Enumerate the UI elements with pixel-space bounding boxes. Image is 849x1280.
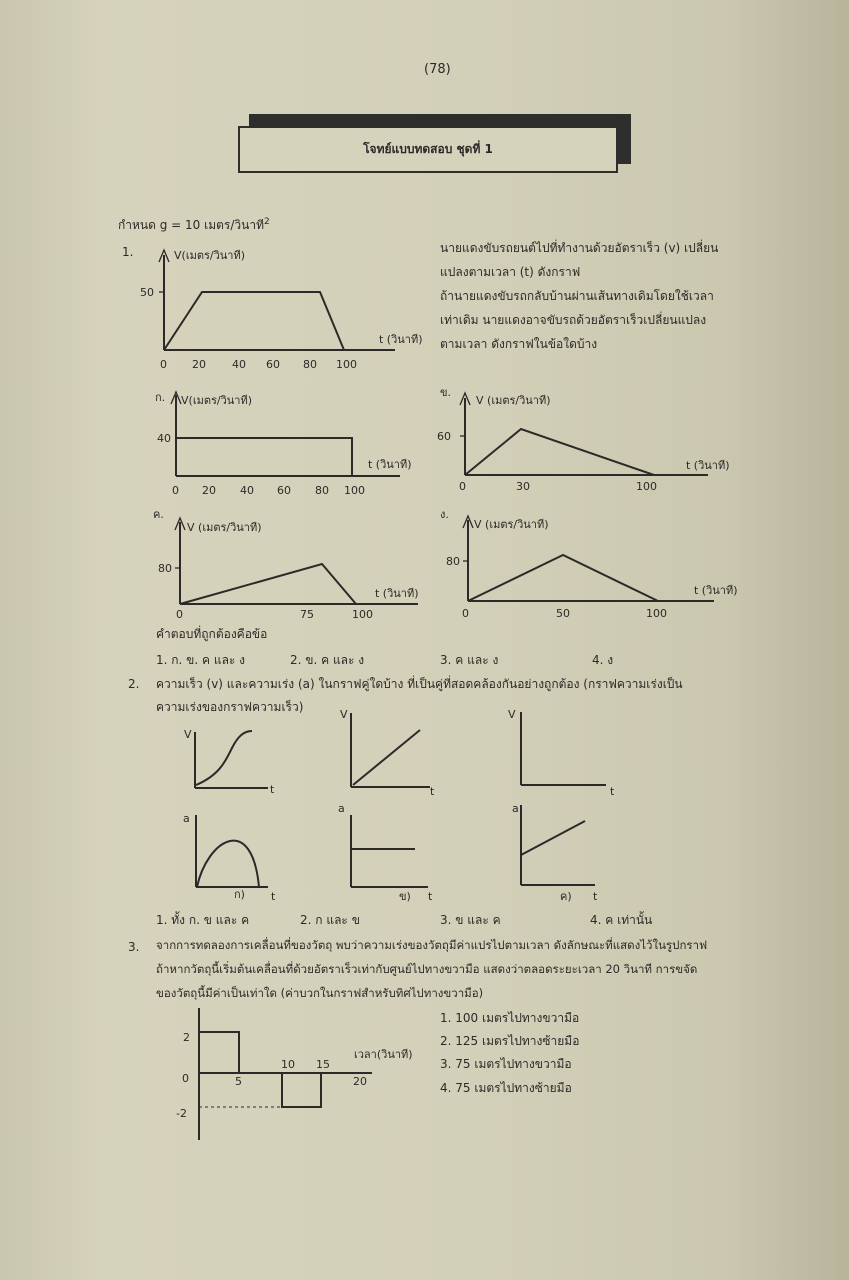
q3-choice-1: 1. 100 เมตรไปทางขวามือ — [440, 1011, 580, 1025]
main-graph-x-tick: 0 — [160, 358, 167, 371]
q1-graph-a — [155, 391, 412, 497]
graph-c-y-tick: 80 — [158, 562, 172, 575]
main-graph-x-tick: 20 — [192, 358, 206, 371]
q2-a-line-3 — [521, 821, 585, 855]
q1-choice-4: 4. ง — [592, 653, 614, 667]
q2-acceleration-graphs — [183, 802, 598, 903]
graph-label: 15 — [316, 1058, 330, 1071]
graph-label: 0 — [176, 608, 183, 621]
main-graph-y-tick-label: 50 — [140, 286, 154, 299]
graph-a-xlabel: t (วินาที) — [368, 458, 412, 471]
graph-label: 0 — [182, 1072, 189, 1085]
graph-b-xlabel: t (วินาที) — [686, 459, 730, 472]
q2-choice-3: 3. ข และ ค — [440, 913, 501, 927]
graph-d-label: ง. — [440, 508, 449, 521]
q1-text-line: เท่าเดิม นายแดงอาจขับรถด้วยอัตราเร็วเปลี่ยนแปลง — [440, 313, 707, 327]
q3-choice-3: 3. 75 เมตรไปทางขวามือ — [440, 1057, 572, 1071]
graph-label: 20 — [353, 1075, 367, 1088]
q1-graph-d — [440, 508, 738, 620]
graph-label: -2 — [176, 1107, 187, 1120]
q2-v-line-2 — [353, 730, 420, 785]
q1-text-line: ถ้านายแดงขับรถกลับบ้านผ่านเส้นทางเดิมโดยใช้เวลา — [440, 289, 714, 303]
graph-d-xlabel: t (วินาที) — [694, 584, 738, 597]
q3-choice-2: 2. 125 เมตรไปทางซ้ายมือ — [440, 1034, 580, 1048]
graph-label: 75 — [300, 608, 314, 621]
graph-d-ylabel: V (เมตร/วินาที) — [474, 518, 549, 531]
graph-label: a — [183, 812, 190, 825]
graph-label: V — [340, 708, 348, 721]
q1-choice-3: 3. ค และ ง — [440, 653, 499, 667]
graph-label: 60 — [277, 484, 291, 497]
graph-label: a — [512, 802, 519, 815]
graph-label: 100 — [646, 607, 667, 620]
graph-label: a — [338, 802, 345, 815]
q2-choice-4: 4. ค เท่านั้น — [590, 913, 653, 927]
graph-label: t — [428, 890, 433, 903]
graph-a-y-tick: 40 — [157, 432, 171, 445]
q1-text-line: นายแดงขับรถยนต์ไปที่ทำงานด้วยอัตราเร็ว (v) เปลี่ยน — [440, 241, 719, 255]
graph-b-y-tick: 60 — [437, 430, 451, 443]
q1-graph-b — [437, 386, 730, 493]
graph-b-curve — [465, 429, 654, 475]
main-velocity-curve — [164, 292, 344, 350]
graph-label: 30 — [516, 480, 530, 493]
graph-label: 2 — [183, 1031, 190, 1044]
q1-number: 1. — [122, 245, 134, 259]
graph-label: ข) — [399, 890, 411, 903]
graph-label: V — [184, 728, 192, 741]
graph-a-curve — [176, 438, 352, 476]
graph-label: 40 — [240, 484, 254, 497]
q1-text-line: ตามเวลา ดังกราฟในข้อใดบ้าง — [440, 337, 598, 351]
graph-label: t — [271, 890, 276, 903]
q3-text-line1: จากการทดลองการเคลื่อนที่ของวัตถุ พบว่าความเร่งของวัตถุมีค่าแปรไปตามเวลา ดังลักษณะที่แสดงไว้ในรูปกราฟ — [156, 938, 708, 952]
graph-label: 0 — [172, 484, 179, 497]
graph-label: t — [610, 785, 615, 798]
graph-label: 0 — [462, 607, 469, 620]
q2-a-curve-1 — [197, 841, 259, 887]
graph-d-y-tick: 80 — [446, 555, 460, 568]
main-graph-x-tick: 60 — [266, 358, 280, 371]
q3-acceleration-steps — [199, 1032, 321, 1107]
graph-label: 100 — [344, 484, 365, 497]
graph-label: t — [270, 783, 275, 796]
graph-c-xlabel: t (วินาที) — [375, 587, 419, 600]
given-text: กำหนด g = 10 เมตร/วินาที — [118, 218, 264, 232]
main-graph-ylabel: V(เมตร/วินาที) — [174, 249, 246, 262]
graph-c-ylabel: V (เมตร/วินาที) — [187, 521, 262, 534]
q2-choice-1: 1. ทั้ง ก. ข และ ค — [156, 913, 250, 927]
q3-text-line2: ถ้าหากวัตถุนี้เริ่มต้นเคลื่อนที่ด้วยอัตราเร็วเท่ากับศูนย์ไปทางขวามือ แสดงว่าตลอดระยะเวลา 20 วินาที การขจัด — [156, 962, 698, 976]
graph-label: 5 — [235, 1075, 242, 1088]
q1-choice-2: 2. ข. ค และ ง — [290, 653, 365, 667]
q1-graph-c — [153, 508, 419, 621]
graph-c-curve — [180, 564, 356, 604]
graph-d-curve — [468, 555, 658, 601]
q3-graph — [176, 1008, 413, 1140]
graph-label: 20 — [202, 484, 216, 497]
page-title: โจทย์แบบทดสอบ ชุดที่ 1 — [363, 142, 493, 156]
graph-label: t — [430, 785, 435, 798]
q2-velocity-graphs — [184, 708, 615, 798]
q1-main-graph — [140, 249, 423, 371]
given-superscript: 2 — [264, 217, 270, 227]
q3-text-line3: ของวัตถุนี้มีค่าเป็นเท่าใด (ค่าบวกในกราฟสำหรับทิศไปทางขวามือ) — [156, 986, 484, 1000]
q1-choice-1: 1. ก. ข. ค และ ง — [156, 653, 246, 667]
main-graph-x-tick: 80 — [303, 358, 317, 371]
q2-v-curve-1 — [196, 731, 252, 785]
graph-b-label: ข. — [440, 386, 452, 399]
graph-label: ค) — [560, 890, 572, 903]
graph-label: V — [508, 708, 516, 721]
graph-label: เวลา(วินาที) — [354, 1048, 413, 1061]
q2-choice-2: 2. ก และ ข — [300, 913, 360, 927]
q3-choice-4: 4. 75 เมตรไปทางซ้ายมือ — [440, 1081, 572, 1095]
q2-text-line1: ความเร็ว (v) และความเร่ง (a) ในกราฟคู่ใดบ้าง ที่เป็นคู่ที่สอดคล้องกันอย่างถูกต้อง (กราฟความเร่งเป็น — [156, 677, 683, 691]
graph-c-label: ค. — [153, 508, 164, 521]
q1-answer-prompt: คำตอบที่ถูกต้องคือข้อ — [156, 627, 268, 641]
graph-label: 80 — [315, 484, 329, 497]
graph-a-ylabel: V(เมตร/วินาที) — [181, 394, 253, 407]
main-graph-x-tick: 100 — [336, 358, 357, 371]
graph-label: 100 — [352, 608, 373, 621]
q3-number: 3. — [128, 940, 140, 954]
page-number: (78) — [424, 62, 451, 77]
graph-label: 50 — [556, 607, 570, 620]
graph-b-ylabel: V (เมตร/วินาที) — [476, 394, 551, 407]
graph-a-label: ก. — [155, 391, 166, 404]
q1-text-line: แปลงตามเวลา (t) ดังกราฟ — [440, 265, 581, 279]
graph-label: t — [593, 890, 598, 903]
q2-number: 2. — [128, 677, 140, 691]
graph-label: ก) — [234, 888, 245, 901]
graph-label: 100 — [636, 480, 657, 493]
q2-text-line2: ความเร่งของกราฟความเร็ว) — [156, 700, 304, 714]
main-graph-xlabel: t (วินาที) — [379, 333, 423, 346]
main-graph-x-tick: 40 — [232, 358, 246, 371]
graph-label: 0 — [459, 480, 466, 493]
graph-label: 10 — [281, 1058, 295, 1071]
